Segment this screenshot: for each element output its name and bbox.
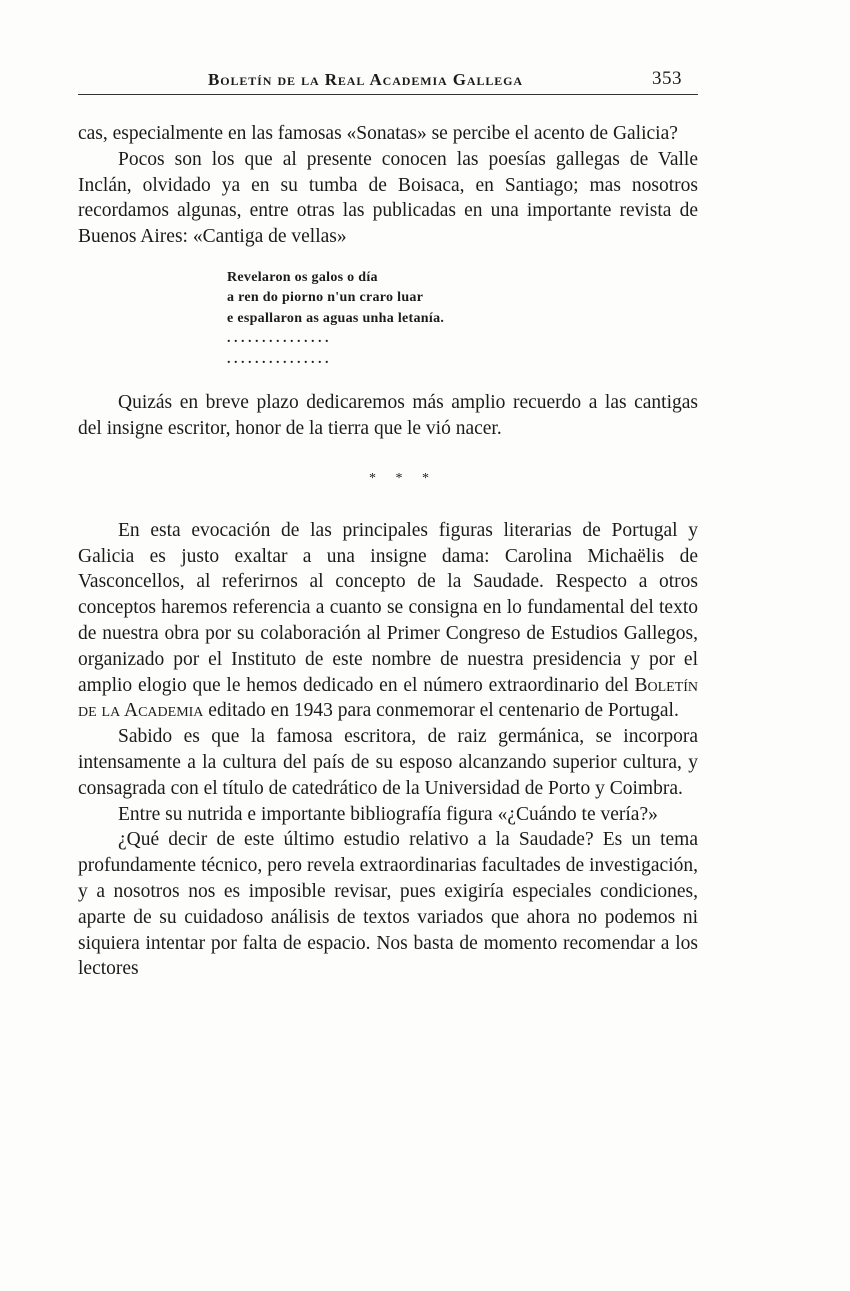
verse-line-3: e espallaron as aguas unha letanía. <box>227 310 445 326</box>
paragraph-bibliografia: Entre su nutrida e importante bibliografía figura «¿Cuándo te vería?» <box>118 803 658 825</box>
running-header <box>78 68 698 95</box>
verse-ellipsis-2: . . . . . . . . . . . . . . . <box>227 351 329 367</box>
body-text <box>78 121 698 982</box>
verse-quote <box>227 268 698 371</box>
verse-line-2: a ren do piorno n'un craro luar <box>227 290 424 306</box>
running-title: Boletín de la Real Academia Gallega <box>208 70 523 89</box>
verse-ellipsis-1: . . . . . . . . . . . . . . . <box>227 331 329 347</box>
paragraph-carolina-michaelis <box>78 518 698 724</box>
text-after-smallcaps: editado en 1943 para conmemorar el centenario de Portugal. <box>208 700 679 722</box>
paragraph-escritora: Sabido es que la famosa escritora, de raiz germánica, se incorpora intensamente a la cultura del país de su esposo alcanzando superior cultura, y consagrada con el título de catedrático de la Universidad de Porto y Coimbra. <box>78 726 698 799</box>
page-number: 353 <box>652 68 682 89</box>
paragraph-continuation: cas, especialmente en las famosas «Sonatas» se percibe el acento de Galicia? <box>78 123 678 144</box>
section-separator: * * * <box>369 471 437 487</box>
verse-line-1: Revelaron os galos o día <box>227 269 378 285</box>
paragraph-saudade: ¿Qué decir de este último estudio relativo a la Saudade? Es un tema profundamente técnico, pero revela extraordinarias facultades de investigación, y a nosotros nos es imposible revisar, pues exigiría especiales condiciones, aparte de su cuidadoso análisis de textos variados que ahora no podemos ni siquiera intentar por falta de espacio. Nos basta de momento recomendar a los lectores <box>78 829 698 980</box>
paragraph-cantigas: Quizás en breve plazo dedicaremos más amplio recuerdo a las cantigas del insigne escritor, honor de la tierra que le vió nacer. <box>78 392 698 440</box>
text-before-smallcaps: En esta evocación de las principales figuras literarias de Portugal y Galicia es justo exaltar a una insigne dama: Carolina Michaëlis de Vasconcellos, al referirnos al concepto de la Saudade. Respecto a otros conceptos haremos referencia a cuanto se consigna en lo fundamental del texto de nuestra obra por su colaboración al Primer Congreso de Estudios Gallegos, organizado por el Instituto de este nombre de nuestra presidencia y por el amplio elogio que le hemos dedicado en el número extraordinario del <box>78 519 698 696</box>
paragraph-valle-inclan: Pocos son los que al presente conocen las poesías gallegas de Valle Inclán, olvidado ya en su tumba de Boisaca, en Santiago; mas nosotros recordamos algunas, entre otras las publicadas en una importante revista de Buenos Aires: «Cantiga de vellas» <box>78 148 698 248</box>
boletin-smallcaps: Boletín de la Academia <box>78 674 698 722</box>
